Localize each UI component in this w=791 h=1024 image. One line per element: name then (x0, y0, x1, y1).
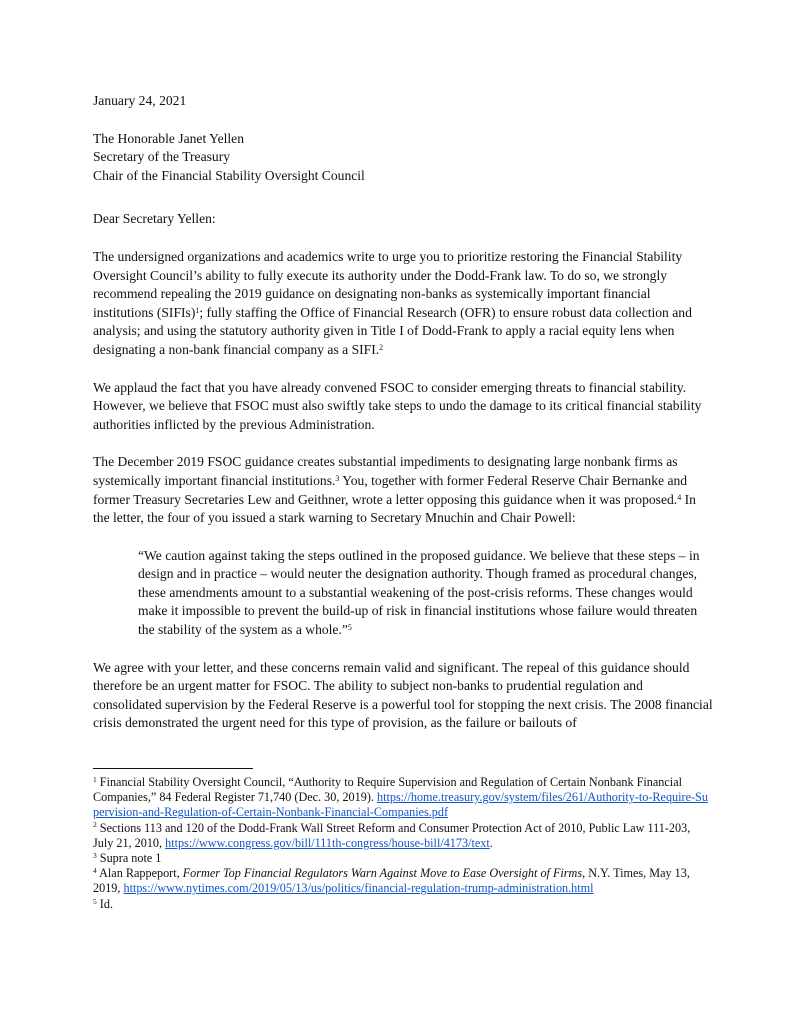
footnote-ref-5[interactable]: 5 (347, 623, 352, 633)
paragraph-intro-text-b: ; fully staffing the Office of Financial Research (OFR) to ensure robust data collection and analysis; and using the statutory authority given in Title I of Dodd-Frank to apply a racial equity lens when designating a non-bank financial company as a SIFI. (93, 304, 692, 357)
footnote-4-text-b: , N.Y. Times, May 13, 2019, (93, 866, 690, 896)
paragraph-applaud: We applaud the fact that you have already convened FSOC to consider emerging threats to financial stability. However, we believe that FSOC must also swiftly take steps to undo the damage to its critical financial stability authorities inflicted by the previous Administration. (93, 379, 702, 432)
footnote-ref-2[interactable]: 2 (379, 342, 384, 352)
paragraph-guidance-text-a: The December 2019 FSOC guidance creates substantial impediments to designating large nonbank firms as systemically important financial institutions. (93, 454, 678, 488)
footnote-number-1: 1 (93, 774, 97, 784)
footnote-1 (93, 775, 708, 821)
paragraph-guidance-text-b: You, together with former Federal Reserve Chair Bernanke and former Treasury Secretaries Lew and Geithner, wrote a letter opposing this guidance when it was proposed. (93, 472, 688, 507)
recipient-title: Secretary of the Treasury (93, 149, 231, 165)
recipient-name: The Honorable Janet Yellen (93, 130, 245, 146)
footnote-4-article-title: Former Top Financial Regulators Warn Against Move to Ease Oversight of Firms (182, 866, 583, 881)
footnote-5-text: Id. (96, 896, 113, 911)
footnote-4 (93, 866, 708, 896)
recipient-role: Chair of the Financial Stability Oversight Council (93, 167, 365, 183)
block-quote-text: “We caution against taking the steps outlined in the proposed guidance. We believe that these steps – in design and in practice – would neuter the designation authority. Though framed as procedural changes, these amendments amount to a substantial weakening of the post-crisis reforms. These changes would make it impossible to prevent the build-up of risk in financial institutions whose failure would threaten the stability of the system as a whole.” (138, 547, 700, 638)
paragraph-guidance-text-c: In the letter, the four of you issued a stark warning to Secretary Mnuchin and Chair Powell: (93, 491, 696, 526)
footnote-number-3: 3 (93, 850, 97, 860)
letter-date: January 24, 2021 (93, 93, 187, 108)
footnote-number-5: 5 (93, 896, 97, 906)
footnote-number-2: 2 (93, 820, 97, 830)
paragraph-guidance (93, 453, 713, 527)
footnote-4-link[interactable]: https://www.nytimes.com/2019/05/13/us/politics/financial-regulation-trump-administration.html (123, 881, 594, 896)
footnote-1-link[interactable]: https://home.treasury.gov/system/files/261/Authority-to-Require-Supervision-and-Regulation-of-Certain-Nonbank-Financial-Companies.pdf (93, 790, 708, 820)
footnote-2 (93, 821, 708, 851)
letter-body (93, 92, 713, 733)
footnote-number-4: 4 (93, 866, 97, 876)
paragraph-intro (93, 248, 713, 360)
footnote-ref-4[interactable]: 4 (677, 492, 682, 502)
footnote-4-text-a: Alan Rappeport, (96, 866, 183, 881)
footnotes (93, 775, 708, 912)
block-quote (138, 547, 713, 640)
footnote-2-text: Sections 113 and 120 of the Dodd-Frank Wall Street Reform and Consumer Protection Act of 2010, Public Law 111-203, July 21, 2010, (93, 820, 691, 850)
footnote-3 (93, 851, 708, 866)
paragraph-agree: We agree with your letter, and these concerns remain valid and significant. The repeal of this guidance should therefore be an urgent matter for FSOC. The ability to subject non-banks to prudential regulation and consolidated supervision by the Federal Reserve is a powerful tool for stopping the next crisis. The 2008 financial crisis demonstrated the urgent need for this type of provision, as the failure or bailouts of (93, 659, 713, 731)
salutation: Dear Secretary Yellen: (93, 211, 216, 227)
footnote-3-text: Supra note 1 (96, 851, 162, 866)
footnote-ref-3[interactable]: 3 (335, 473, 340, 483)
recipient-block (93, 130, 713, 186)
footnote-ref-1[interactable]: 1 (195, 305, 200, 315)
footnote-2-link[interactable]: https://www.congress.gov/bill/111th-congress/house-bill/4173/text (165, 835, 490, 850)
footnote-divider (93, 768, 253, 769)
footnote-1-text: Financial Stability Oversight Council, “Authority to Require Supervision and Regulation of Certain Nonbank Financial Companies,” 84 Federal Register 71,740 (Dec. 30, 2019). (93, 775, 682, 805)
paragraph-intro-text-a: The undersigned organizations and academics write to urge you to prioritize restoring the Financial Stability Oversight Council’s ability to fully execute its authority under the Dodd-Frank law. To do so, we strongly recommend repealing the 2019 guidance on designating non-banks as systemically important financial institutions (SIFIs) (93, 248, 683, 320)
footnote-5 (93, 897, 708, 912)
footnote-2-period: . (489, 835, 493, 850)
